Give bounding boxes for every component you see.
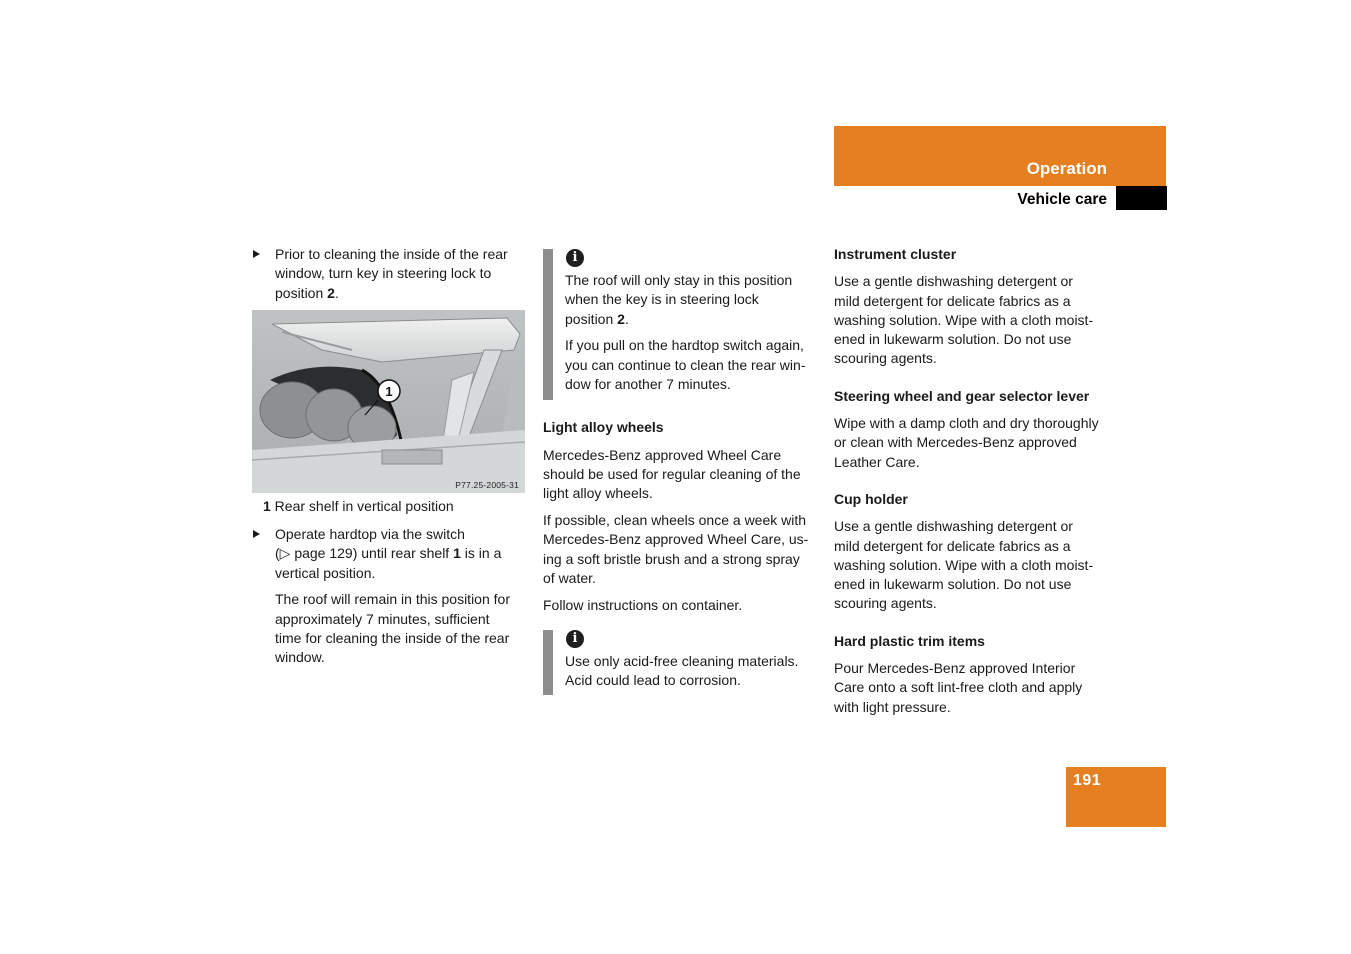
step-1 [253, 245, 528, 303]
instrument-cluster-text: Use a gentle dishwashing detergent or mild detergent for delicate fabrics as a washing solution. Wipe with a cloth moist- ened in lukewarm solution. Do not use scouring agents. [834, 273, 1094, 367]
info-note-1 [543, 249, 823, 400]
note-bar [543, 630, 553, 695]
subsection-title: Vehicle care [1017, 191, 1107, 208]
step-2-text: Operate hardtop via the switch (▷ page 129) until rear shelf 1 is in a vertical position. [275, 526, 502, 581]
middle-column [543, 249, 823, 695]
cup-holder-text: Use a gentle dishwashing detergent or mild detergent for delicate fabrics as a washing solution. Wipe with a cloth moist- ened in lukewarm solution. Do not use scouring agents. [834, 518, 1094, 612]
callout-number: 1 [385, 384, 393, 399]
bullet-triangle-icon [253, 250, 260, 258]
hard-plastic-trim-text: Pour Mercedes-Benz approved Interior Care onto a soft lint-free cloth and apply with light pressure. [834, 660, 1083, 715]
step-2 [253, 525, 533, 668]
info-icon: i [566, 249, 584, 267]
page-number: 191 [1073, 772, 1102, 789]
wheels-para-3: Follow instructions on container. [543, 596, 743, 613]
figure-reference-code: P77.25-2005-31 [455, 480, 519, 490]
left-column [253, 245, 528, 303]
steering-wheel-text: Wipe with a damp cloth and dry thoroughly or clean with Mercedes-Benz approved Leather Care. [834, 415, 1099, 470]
header-orange-box [834, 126, 1166, 186]
wheels-para-2: If possible, clean wheels once a week with Mercedes-Benz approved Wheel Care, us- ing a soft bristle brush and a strong spray of water. [543, 511, 809, 586]
heading-light-alloy-wheels: Light alloy wheels [543, 419, 664, 436]
right-column [834, 245, 1124, 717]
section-title: Operation [1026, 159, 1107, 178]
note-2-text: Use only acid-free cleaning materials. Acid could lead to corrosion. [565, 652, 799, 689]
bullet-triangle-icon [253, 530, 260, 538]
heading-cup-holder: Cup holder [834, 490, 908, 507]
heading-hard-plastic-trim: Hard plastic trim items [834, 632, 985, 649]
step-1-text: Prior to cleaning the inside of the rear window, turn key in steering lock to position 2. [275, 246, 508, 301]
info-note-2 [543, 630, 823, 695]
info-icon: i [566, 630, 584, 648]
note-bar [543, 249, 553, 400]
heading-steering-wheel: Steering wheel and gear selector lever [834, 387, 1090, 404]
note-1-para-2: If you pull on the hardtop switch again, you can continue to clean the rear win- dow for another 7 minutes. [565, 337, 806, 392]
heading-instrument-cluster: Instrument cluster [834, 246, 957, 262]
step-2-note: The roof will remain in this position for approximately 7 minutes, sufficient time for cleaning the inside of the rear window. [275, 591, 510, 666]
page-reference-link[interactable]: (▷ page 129) until rear shelf [275, 545, 454, 562]
figure-caption: 1 Rear shelf in vertical position [263, 498, 454, 514]
rear-shelf-illustration [252, 310, 525, 493]
note-1-para-1: The roof will only stay in this position when the key is in steering lock position 2. [565, 272, 793, 327]
wheels-para-1: Mercedes-Benz approved Wheel Care should be used for regular cleaning of the light alloy wheels. [543, 446, 801, 502]
header-black-tab [1116, 186, 1167, 210]
convertible-interior-image [252, 310, 525, 493]
